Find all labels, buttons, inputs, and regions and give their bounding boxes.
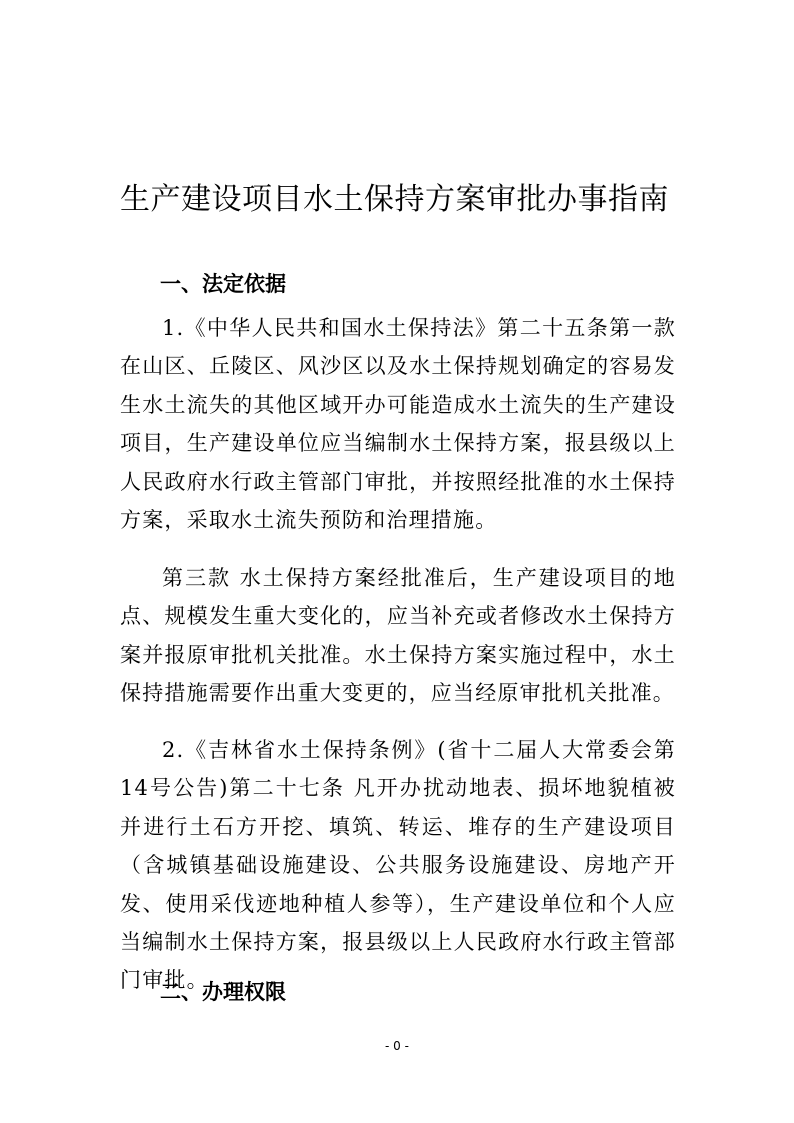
paragraph-third-clause: 第三款 水土保持方案经批准后，生产建设项目的地点、规模发生重大变化的，应当补充或者修改水土保持方案并报原审批机关批准。水土保持方案实施过程中，水土保持措施需要作出重大变更的，应当经原审批机关批准。 xyxy=(120,566,676,706)
document-title: 生产建设项目水土保持方案审批办事指南 xyxy=(120,182,669,217)
section-heading-authority: 二、办理权限 xyxy=(160,980,286,1004)
page-number: - 0 - xyxy=(385,1039,409,1053)
paragraph-water-law-article25: 1.《中华人民共和国水土保持法》第二十五条第一款 在山区、丘陵区、风沙区以及水土保持规划确定的容易发生水土流失的其他区域开办可能造成水土流失的生产建设项目，生产建设单位应当编制水土保持方案，报县级以上人民政府水行政主管部门审批，并按照经批准的水土保持方案，采取水土流失预防和治理措施。 xyxy=(120,316,676,533)
paragraph-jilin-regulation: 2.《吉林省水土保持条例》(省十二届人大常委会第14号公告)第二十七条 凡开办扰动地表、损坏地貌植被并进行土石方开挖、填筑、转运、堆存的生产建设项目（含城镇基础设施建设、公共服务设施建设、房地产开发、使用采伐迹地种植人参等），生产建设单位和个人应当编制水土保持方案，报县级以上人民政府水行政主管部门审批。 xyxy=(120,738,676,993)
section-heading-legal-basis: 一、法定依据 xyxy=(160,272,286,296)
